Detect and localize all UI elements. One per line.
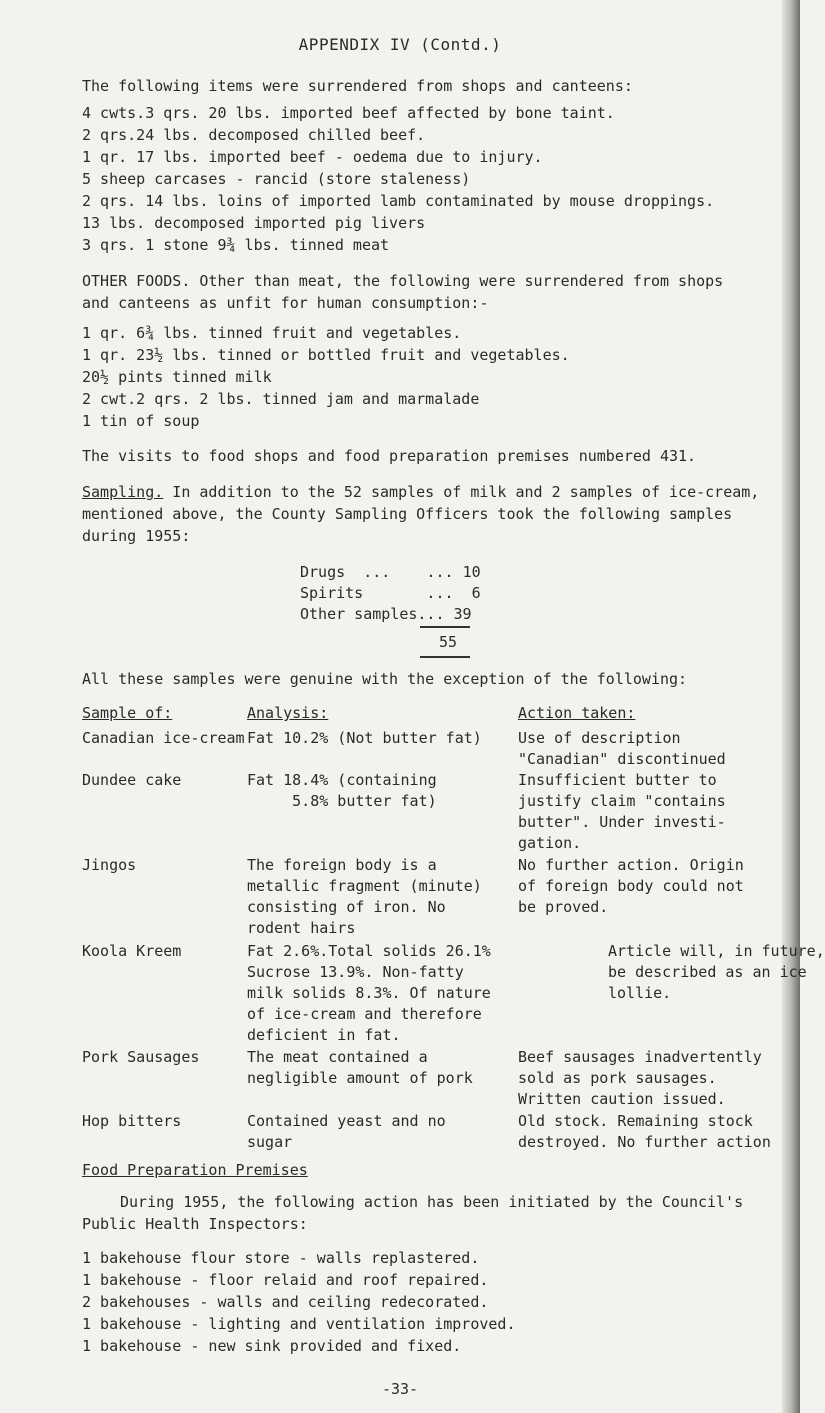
column-header-analysis: Analysis: — [247, 704, 329, 722]
list-item: 1 qr. 23½ lbs. tinned or bottled fruit and vegetables. — [82, 346, 570, 364]
table-cell-analysis: Fat 2.6%.Total solids 26.1% Sucrose 13.9%. Non-fatty milk solids 8.3%. Of nature of ice-cream and therefore deficient in fat. — [247, 942, 491, 1044]
tally-label: Other samples... — [300, 605, 445, 623]
table-cell-action: No further action. Origin of foreign body could not be proved. — [518, 856, 744, 916]
list-item: 2 cwt.2 qrs. 2 lbs. tinned jam and marmalade — [82, 390, 480, 408]
list-item: 20½ pints tinned milk — [82, 368, 272, 386]
sampling-heading: Sampling. — [82, 483, 164, 501]
table-cell-analysis: Fat 18.4% (containing 5.8% butter fat) — [247, 771, 437, 810]
list-item: 1 bakehouse - floor relaid and roof repaired. — [82, 1271, 489, 1289]
tally-value: 6 — [471, 584, 481, 602]
table-cell-sample: Jingos — [82, 856, 137, 874]
table-cell-action: Insufficient butter to justify claim "contains butter". Under investi- gation. — [518, 771, 726, 852]
other-foods-paragraph — [82, 270, 723, 293]
premises-intro: During 1955, the following action has been initiated by the Council's — [120, 1193, 744, 1211]
list-item: 1 qr. 17 lbs. imported beef - oedema due to injury. — [82, 148, 543, 166]
sampling-text: In addition to the 52 samples of milk and 2 samples of ice-cream, — [163, 483, 760, 501]
list-item: 4 cwts.3 qrs. 20 lbs. imported beef affected by bone taint. — [82, 104, 615, 122]
table-cell-sample: Pork Sausages — [82, 1048, 200, 1066]
list-item: 1 qr. 6¾ lbs. tinned fruit and vegetables. — [82, 324, 462, 342]
tally-row — [300, 562, 481, 583]
sampling-text-line: mentioned above, the County Sampling Officers took the following samples — [82, 505, 733, 523]
table-cell-action: Beef sausages inadvertently sold as pork sausages. Written caution issued. — [518, 1048, 762, 1108]
tally-row — [300, 604, 472, 625]
tally-value: 39 — [453, 605, 472, 623]
sampling-text-line: during 1955: — [82, 527, 191, 545]
premises-heading: Food Preparation Premises — [82, 1161, 308, 1179]
list-item: 2 qrs. 14 lbs. loins of imported lamb contaminated by mouse droppings. — [82, 192, 715, 210]
table-cell-analysis: The foreign body is a metallic fragment (minute) consisting of iron. No rodent hairs — [247, 856, 482, 937]
list-item: 2 qrs.24 lbs. decomposed chilled beef. — [82, 126, 426, 144]
other-foods-text-line: and canteens as unfit for human consumption:- — [82, 294, 489, 312]
table-cell-analysis: Fat 10.2% (Not butter fat) — [247, 729, 482, 747]
sampling-paragraph — [82, 481, 759, 504]
table-cell-sample: Canadian ice-cream — [82, 729, 245, 747]
tally-label: Drugs ... ... — [300, 563, 454, 581]
list-item: 1 bakehouse - lighting and ventilation improved. — [82, 1315, 516, 1333]
list-item: 5 sheep carcases - rancid (store staleness) — [82, 170, 471, 188]
table-cell-action: Old stock. Remaining stock destroyed. No further action — [518, 1112, 771, 1151]
list-item: 3 qrs. 1 stone 9¾ lbs. tinned meat — [82, 236, 390, 254]
table-cell-sample: Dundee cake — [82, 771, 182, 789]
table-cell-analysis: Contained yeast and no sugar — [247, 1112, 446, 1151]
table-cell-analysis: The meat contained a negligible amount of pork — [247, 1048, 473, 1087]
tally-total: 55 — [439, 633, 458, 651]
other-foods-text: Other than meat, the following were surrendered from shops — [190, 272, 724, 290]
tally-rule — [420, 626, 470, 628]
list-item: 1 tin of soup — [82, 412, 200, 430]
tally-label: Spirits ... — [300, 584, 454, 602]
other-foods-heading: OTHER FOODS. — [82, 272, 191, 290]
tally-rule — [420, 656, 470, 658]
genuine-statement: All these samples were genuine with the exception of the following: — [82, 670, 688, 688]
list-item: 1 bakehouse - new sink provided and fixed. — [82, 1337, 462, 1355]
table-cell-action: Use of description "Canadian" discontinued — [518, 729, 726, 768]
tally-row — [300, 583, 481, 604]
table-cell-sample: Hop bitters — [82, 1112, 182, 1130]
premises-intro-line: Public Health Inspectors: — [82, 1215, 308, 1233]
surrendered-intro: The following items were surrendered from shops and canteens: — [82, 77, 633, 95]
page-title: APPENDIX IV (Contd.) — [298, 35, 502, 54]
page-number: -33- — [381, 1380, 419, 1398]
list-item: 2 bakehouses - walls and ceiling redecorated. — [82, 1293, 489, 1311]
column-header-sample: Sample of: — [82, 704, 173, 722]
list-item: 13 lbs. decomposed imported pig livers — [82, 214, 426, 232]
table-cell-action: Article will, in future, be described as an ice lollie. — [608, 942, 825, 1002]
tally-value: 10 — [462, 563, 481, 581]
list-item: 1 bakehouse flour store - walls replastered. — [82, 1249, 480, 1267]
visits-paragraph: The visits to food shops and food preparation premises numbered 431. — [82, 447, 697, 465]
table-cell-sample: Koola Kreem — [82, 942, 182, 960]
column-header-action: Action taken: — [518, 704, 636, 722]
page-edge-shadow — [782, 0, 800, 1413]
